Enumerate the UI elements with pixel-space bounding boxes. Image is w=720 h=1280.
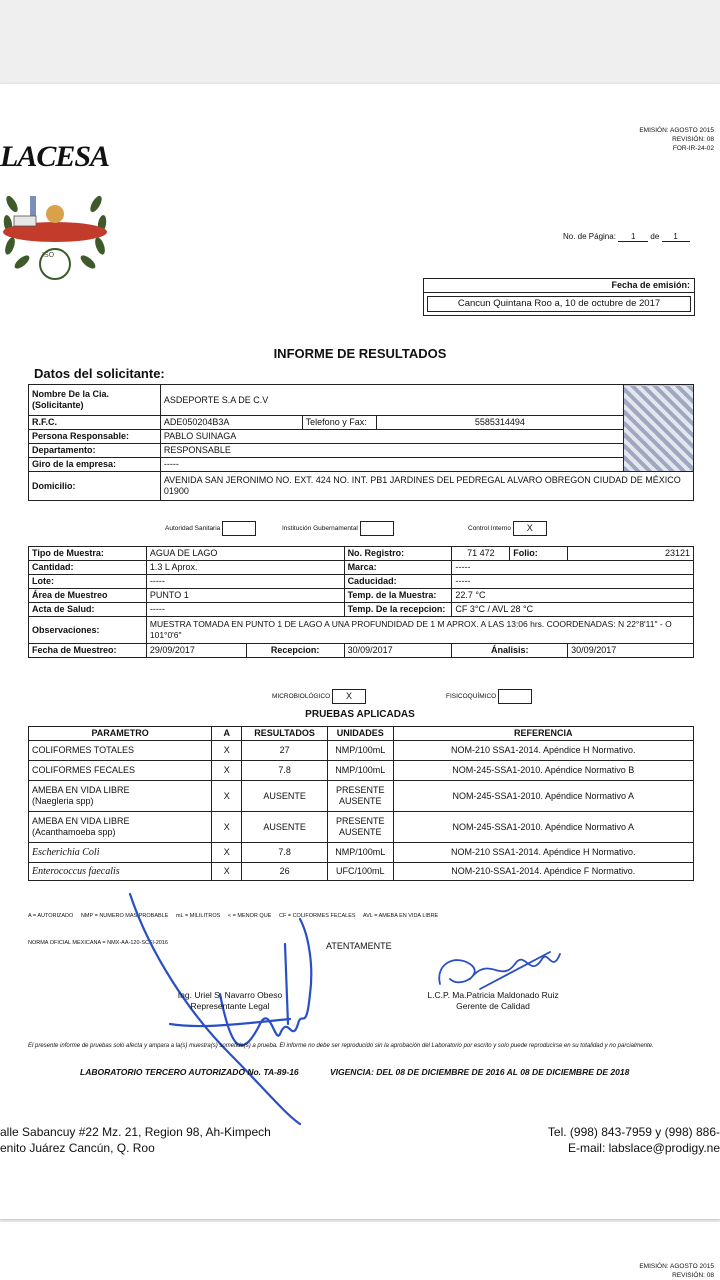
tel-label: Telefono y Fax: — [302, 416, 376, 430]
temp-value: 22.7 °C — [452, 589, 694, 603]
institucion-label: Institución Gubernamental — [282, 525, 358, 533]
next-revision: REVISIÓN: 08 — [672, 1272, 714, 1279]
micro-box: X — [332, 689, 366, 704]
ref-cell: NOM-245-SSA1-2010. Apéndice Normativo A — [393, 781, 693, 812]
analisis-value: 30/09/2017 — [568, 644, 694, 658]
dom-label: Domicilio: — [29, 472, 161, 501]
table-row — [29, 781, 694, 812]
resp-label: Persona Responsable: — [29, 430, 161, 444]
next-page-preview — [0, 1222, 720, 1280]
ref-cell: NOM-245-SSA1-2010. Apéndice Normativo B — [393, 761, 693, 781]
unit-cell: NMP/100mL — [328, 741, 394, 761]
address-line-2: enito Juárez Cancún, Q. Roo — [0, 1141, 155, 1155]
param-sub: (Acanthamoeba spp) — [32, 827, 116, 837]
a-cell: X — [212, 843, 242, 863]
ref-cell: NOM-210-SSA1-2014. Apéndice F Normativo. — [393, 863, 693, 881]
datos-title: Datos del solicitante: — [34, 366, 165, 381]
control-interno-label: Control Interno — [468, 525, 511, 533]
next-page-meta — [639, 1262, 714, 1280]
muestra-table — [28, 546, 694, 658]
report-title: INFORME DE RESULTADOS — [273, 346, 447, 361]
address-line-1: alle Sabancuy #22 Mz. 21, Region 98, Ah-Kimpech — [0, 1125, 271, 1139]
registro-value: 71 472 — [452, 547, 510, 561]
iso-mark: ISO — [42, 252, 55, 259]
area-label: Área de Muestreo — [29, 589, 147, 603]
legend-line-2: NORMA OFICIAL MEXICANA = NMX-AA-120-SCFI-2016 — [28, 940, 168, 946]
marca-label: Marca: — [344, 561, 452, 575]
depto-value: RESPONSABLE — [160, 444, 623, 458]
registro-label: No. Registro: — [344, 547, 452, 561]
recepcion-label: Recepcion: — [246, 644, 344, 658]
autoridad-sanitaria-box — [222, 521, 256, 536]
lab-vigencia: VIGENCIA: DEL 08 DE DICIEMBRE DE 2016 AL 08 DE DICIEMBRE DE 2018 — [330, 1067, 630, 1077]
result-cell: 7.8 — [242, 761, 328, 781]
obs-label: Observaciones: — [29, 617, 147, 644]
fecha-muestreo-label: Fecha de Muestreo: — [29, 644, 147, 658]
param-cell: Escherichia Coli — [29, 843, 212, 863]
header-referencia: REFERENCIA — [393, 727, 693, 741]
logo-text: LACESA — [0, 140, 110, 173]
firma-izquierda — [140, 990, 320, 1012]
header-parametro: PARAMETRO — [29, 727, 212, 741]
solicitante-table — [28, 384, 694, 501]
param-name: AMEBA EN VIDA LIBRE — [32, 785, 130, 795]
lacesa-logo — [0, 134, 120, 284]
obs-value: MUESTRA TOMADA EN PUNTO 1 DE LAGO A UNA PROFUNDIDAD DE 1 M APROX. A LAS 13:06 hrs. COORDENADAS: N 22°8'11" - O 101°0'6" — [146, 617, 693, 644]
area-value: PUNTO 1 — [146, 589, 344, 603]
genuine-stamp — [624, 385, 694, 472]
caducidad-label: Caducidad: — [344, 575, 452, 589]
pruebas-title: PRUEBAS APLICADAS — [305, 709, 415, 720]
result-cell: AUSENTE — [242, 812, 328, 843]
temp-label: Temp. de la Muestra: — [344, 589, 452, 603]
ref-cell: NOM-210 SSA1-2014. Apéndice H Normativo. — [393, 843, 693, 863]
fisico-label: FISICOQUÍMICO — [446, 693, 497, 701]
atentamente: ATENTAMENTE — [326, 941, 392, 951]
table-row — [29, 843, 694, 863]
param-sub: (Naegleria spp) — [32, 796, 94, 806]
footer-contact — [548, 1124, 720, 1156]
a-cell: X — [212, 761, 242, 781]
autoridad-sanitaria-label: Autoridad Sanitaria — [165, 525, 221, 533]
lote-label: Lote: — [29, 575, 147, 589]
institucion-box — [360, 521, 394, 536]
result-cell: AUSENTE — [242, 781, 328, 812]
marca-value: ----- — [452, 561, 694, 575]
dom-value: AVENIDA SAN JERONIMO NO. EXT. 424 NO. INT. PB1 JARDINES DEL PEDREGAL ALVARO OBREGON CIUDAD DE MÉXICO 01900 — [160, 472, 693, 501]
left-signer-name: Ing. Uriel S. Navarro Obeso — [177, 990, 283, 1000]
param-cell — [29, 812, 212, 843]
footer-email: E-mail: labslace@prodigy.ne — [567, 1141, 720, 1155]
cia-value: ASDEPORTE S.A DE C.V — [160, 385, 623, 416]
unit-cell: NMP/100mL — [328, 843, 394, 863]
page-label: No. de Página: — [563, 232, 616, 241]
unit-cell: UFC/100mL — [328, 863, 394, 881]
emision-date: EMISIÓN: AGOSTO 2015 — [639, 127, 714, 134]
tel-value: 5585314494 — [376, 416, 624, 430]
page-of: de — [650, 232, 660, 241]
param-cell — [29, 781, 212, 812]
tipo-label: Tipo de Muestra: — [29, 547, 147, 561]
ref-cell: NOM-245-SSA1-2010. Apéndice Normativo A — [393, 812, 693, 843]
form-code: FOR-IR-24-02 — [672, 145, 714, 152]
fisico-box — [498, 689, 532, 704]
rfc-label: R.F.C. — [29, 416, 161, 430]
legend-line-1: A = AUTORIZADO NMP = NUMERO MAS PROBABLE mL = MILILITROS < = MENOR QUE CF = COLIFORMES FECALES AVL = AMEBA EN VIDA LIBRE — [28, 913, 439, 919]
unit-cell: PRESENTE AUSENTE — [328, 781, 394, 812]
cia-label: Nombre De la Cia. (Solicitante) — [29, 385, 161, 416]
folio-value: 23121 — [568, 547, 694, 561]
tipo-value: AGUA DE LAGO — [146, 547, 344, 561]
depto-label: Departamento: — [29, 444, 161, 458]
a-cell: X — [212, 741, 242, 761]
fecha-emision-label: Fecha de emisión: — [424, 279, 694, 293]
page-total: 1 — [662, 232, 690, 242]
table-row — [29, 761, 694, 781]
left-signer-role: Representante Legal — [190, 1001, 270, 1011]
document-meta — [639, 126, 714, 153]
fecha-muestreo-value: 29/09/2017 — [146, 644, 246, 658]
header-resultados: RESULTADOS — [242, 727, 328, 741]
right-signer-role: Gerente de Calidad — [456, 1001, 530, 1011]
unit-cell: PRESENTE AUSENTE — [328, 812, 394, 843]
revision-number: REVISIÓN: 08 — [672, 136, 714, 143]
param-name: AMEBA EN VIDA LIBRE — [32, 816, 130, 826]
footer-address — [0, 1124, 271, 1156]
next-emision: EMISIÓN: AGOSTO 2015 — [639, 1263, 714, 1270]
rfc-value: ADE050204B3A — [160, 416, 302, 430]
report-page — [0, 84, 720, 1219]
header-a: A — [212, 727, 242, 741]
control-interno — [468, 521, 547, 536]
page-current: 1 — [618, 232, 648, 242]
right-signer-name: L.C.P. Ma.Patricia Maldonado Ruiz — [427, 990, 559, 1000]
table-row — [29, 812, 694, 843]
recepcion-value: 30/09/2017 — [344, 644, 452, 658]
table-row — [29, 741, 694, 761]
fecha-emision-box — [423, 278, 695, 316]
unit-cell: NMP/100mL — [328, 761, 394, 781]
giro-value: ----- — [160, 458, 623, 472]
giro-label: Giro de la empresa: — [29, 458, 161, 472]
result-cell: 26 — [242, 863, 328, 881]
lab-autorizado: LABORATORIO TERCERO AUTORIZADO No. TA-89-16 — [80, 1067, 299, 1077]
control-interno-box: X — [513, 521, 547, 536]
autoridad-sanitaria — [165, 521, 256, 536]
acta-value: ----- — [146, 603, 344, 617]
a-cell: X — [212, 781, 242, 812]
a-cell: X — [212, 863, 242, 881]
temp-rec-label: Temp. De la recepcion: — [344, 603, 452, 617]
firma-derecha — [408, 990, 578, 1012]
acta-label: Acta de Salud: — [29, 603, 147, 617]
lote-value: ----- — [146, 575, 344, 589]
param-cell: Enterococcus faecalis — [29, 863, 212, 881]
institucion-gubernamental — [282, 521, 394, 536]
pruebas-table — [28, 726, 694, 881]
param-cell: COLIFORMES TOTALES — [29, 741, 212, 761]
microbiologico — [272, 689, 366, 704]
cantidad-value: 1.3 L Aprox. — [146, 561, 344, 575]
cantidad-label: Cantidad: — [29, 561, 147, 575]
a-cell: X — [212, 812, 242, 843]
top-background — [0, 0, 720, 82]
micro-label: MICROBIOLÓGICO — [272, 693, 331, 701]
result-cell: 27 — [242, 741, 328, 761]
page-number-row — [563, 232, 690, 242]
folio-label: Folio: — [510, 547, 568, 561]
result-cell: 7.8 — [242, 843, 328, 863]
temp-rec-value: CF 3°C / AVL 28 °C — [452, 603, 694, 617]
disclaimer: El presente informe de pruebas solo afecta y ampara a la(s) muestra(s) sometida(s) a prueba. El informe no debe ser reproducido sin la aprobación del Laboratorio por escrito y solo puede reproducirse en su totalidad y no parcialmente. — [28, 1043, 654, 1049]
header-unidades: UNIDADES — [328, 727, 394, 741]
fisicoquimico — [446, 689, 532, 704]
footer-phone: Tel. (998) 843-7959 y (998) 886- — [547, 1125, 720, 1139]
caducidad-value: ----- — [452, 575, 694, 589]
param-cell: COLIFORMES FECALES — [29, 761, 212, 781]
fecha-emision-value: Cancun Quintana Roo a, 10 de octubre de 2017 — [427, 296, 691, 312]
resp-value: PABLO SUINAGA — [160, 430, 623, 444]
analisis-label: Ánalisis: — [452, 644, 568, 658]
ref-cell: NOM-210 SSA1-2014. Apéndice H Normativo. — [393, 741, 693, 761]
